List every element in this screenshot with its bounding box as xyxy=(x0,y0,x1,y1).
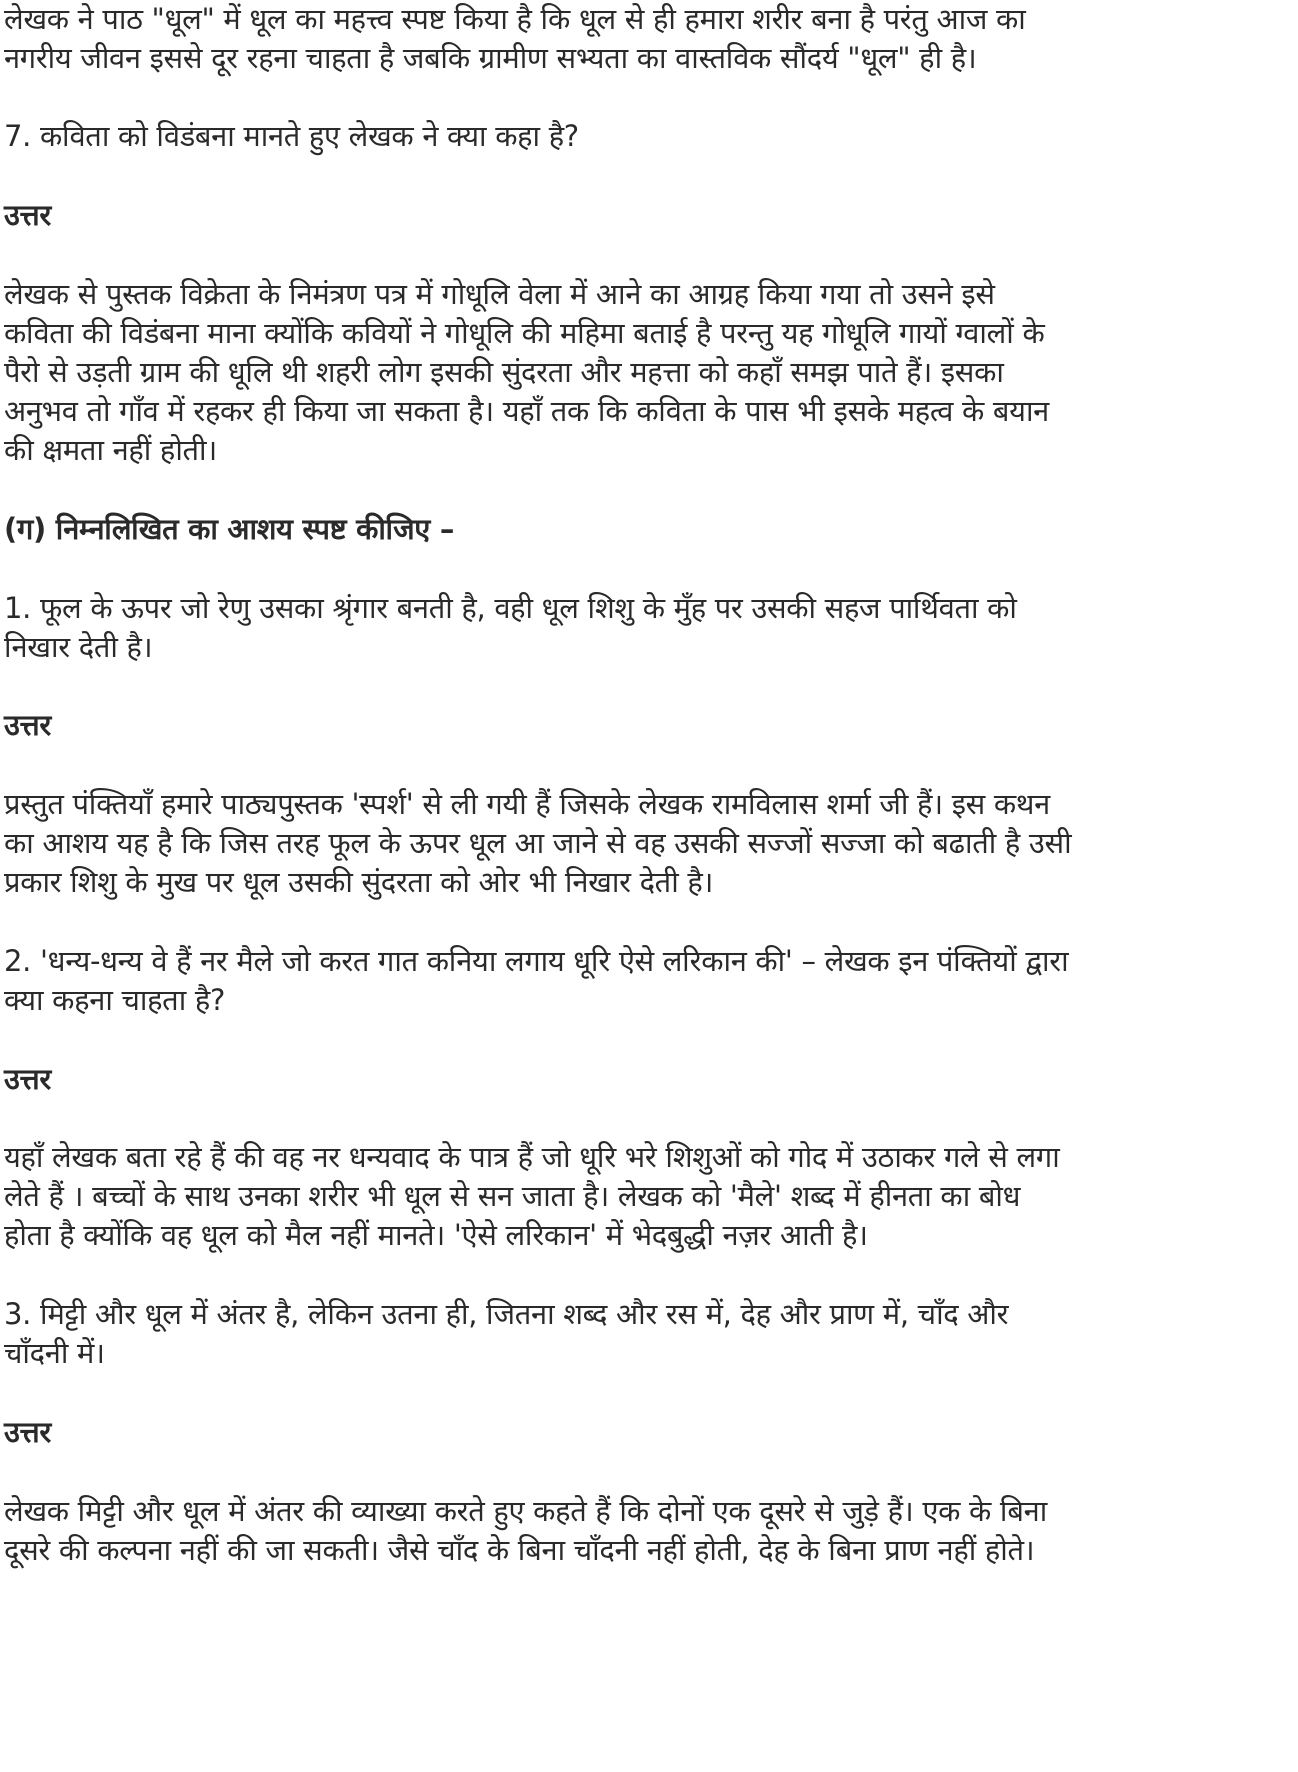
text-line: निखार देती है। xyxy=(4,630,153,664)
section-heading xyxy=(4,510,454,549)
text-line: की क्षमता नहीं होती। xyxy=(4,433,217,467)
text-line: होता है क्योंकि वह धूल को मैल नहीं मानते। 'ऐसे लरिकान' में भेदबुद्धी नज़र आती है। xyxy=(4,1218,868,1252)
answer-3-paragraph xyxy=(4,1492,1047,1570)
text-line: चाँदनी में। xyxy=(4,1336,105,1370)
text-line: लेते हैं । बच्चों के साथ उनका शरीर भी धूल से सन जाता है। लेखक को 'मैले' शब्द में हीनता का बोध xyxy=(4,1179,1021,1213)
question-3 xyxy=(4,1295,1008,1373)
question-7 xyxy=(4,117,579,156)
text-line: क्या कहना चाहता है? xyxy=(4,983,226,1017)
text-line: कविता की विडंबना माना क्योंकि कवियों ने गोधूलि की महिमा बताई है परन्तु यह गोधूलि गायों ग्वालों के xyxy=(4,316,1045,350)
question-2 xyxy=(4,942,1068,1020)
answer-heading xyxy=(4,1413,51,1452)
heading-text: उत्तर xyxy=(4,1062,51,1096)
text-line: यहाँ लेखक बता रहे हैं की वह नर धन्यवाद के पात्र हैं जो धूरि भरे शिशुओं को गोद में उठाकर गले से लगा xyxy=(4,1140,1060,1174)
answer-7-paragraph xyxy=(4,275,1049,470)
question-1 xyxy=(4,589,1017,667)
text-line: 7. कविता को विडंबना मानते हुए लेखक ने क्या कहा है? xyxy=(4,119,579,153)
answer-2-paragraph xyxy=(4,1138,1059,1255)
text-line: अनुभव तो गाँव में रहकर ही किया जा सकता है। यहाँ तक कि कविता के पास भी इसके महत्व के बयान xyxy=(4,394,1049,428)
text-line: प्रस्तुत पंक्तियाँ हमारे पाठ्यपुस्तक 'स्पर्श' से ली गयी हैं जिसके लेखक रामविलास शर्मा जी हैं। इस कथन xyxy=(4,787,1050,821)
heading-text: उत्तर xyxy=(4,1415,51,1449)
text-line: 3. मिट्टी और धूल में अंतर है, लेकिन उतना ही, जितना शब्द और रस में, देह और प्राण में, चाँद और xyxy=(4,1297,1009,1331)
text-line: लेखक ने पाठ "धूल" में धूल का महत्त्व स्पष्ट किया है कि धूल से ही हमारा शरीर बना है परंतु आज का xyxy=(4,2,1026,36)
text-line: नगरीय जीवन इससे दूर रहना चाहता है जबकि ग्रामीण सभ्यता का वास्तविक सौंदर्य "धूल" ही है। xyxy=(4,41,977,75)
text-line: 1. फूल के ऊपर जो रेणु उसका श्रृंगार बनती है, वही धूल शिशु के मुँह पर उसकी सहज पार्थिवता को xyxy=(4,591,1017,625)
text-line: प्रकार शिशु के मुख पर धूल उसकी सुंदरता को ओर भी निखार देती है। xyxy=(4,865,714,899)
heading-text: उत्तर xyxy=(4,198,51,232)
answer-1-paragraph xyxy=(4,785,1071,902)
paragraph-intro xyxy=(4,0,1025,78)
heading-text: उत्तर xyxy=(4,708,51,742)
text-line: दूसरे की कल्पना नहीं की जा सकती। जैसे चाँद के बिना चाँदनी नहीं होती, देह के बिना प्राण नहीं होते। xyxy=(4,1533,1035,1567)
answer-heading xyxy=(4,1060,51,1099)
heading-text: (ग) निम्नलिखित का आशय स्पष्ट कीजिए – xyxy=(4,512,455,546)
text-line: का आशय यह है कि जिस तरह फूल के ऊपर धूल आ जाने से वह उसकी सज्जों सज्जा को बढाती है उसी xyxy=(4,826,1072,860)
text-line: लेखक मिट्टी और धूल में अंतर की व्याख्या करते हुए कहते हैं कि दोनों एक दूसरे से जुड़े हैं। एक के बिना xyxy=(4,1494,1047,1528)
text-line: लेखक से पुस्तक विक्रेता के निमंत्रण पत्र में गोधूलि वेला में आने का आग्रह किया गया तो उसने इसे xyxy=(4,277,995,311)
answer-heading xyxy=(4,706,51,745)
answer-heading xyxy=(4,196,51,235)
text-line: 2. 'धन्य-धन्य वे हैं नर मैले जो करत गात कनिया लगाय धूरि ऐसे लरिकान की' – लेखक इन पंक्तियों द्वारा xyxy=(4,944,1069,978)
text-line: पैरो से उड़ती ग्राम की धूलि थी शहरी लोग इसकी सुंदरता और महत्ता को कहाँ समझ पाते हैं। इसका xyxy=(4,355,1004,389)
